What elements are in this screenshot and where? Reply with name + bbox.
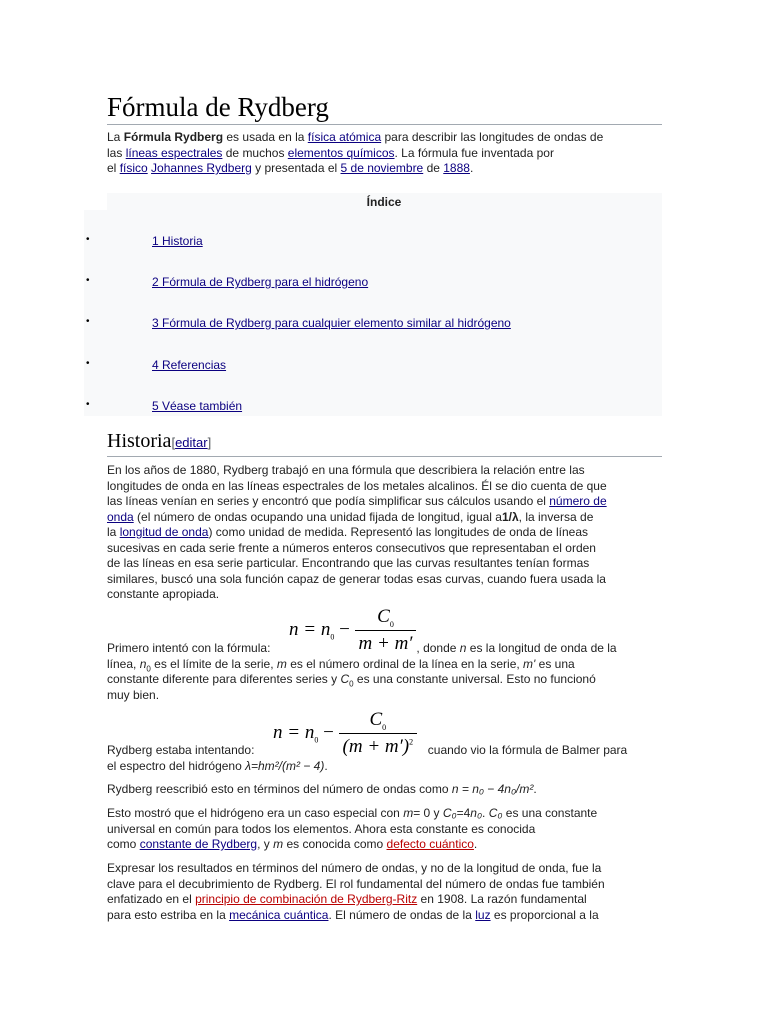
var-m: m	[276, 656, 287, 671]
edit-bracket: [	[171, 435, 176, 450]
var-n: n	[459, 641, 467, 655]
intro-bold-term: Fórmula Rydberg	[123, 130, 224, 144]
formula-minus: −	[318, 721, 339, 743]
intro-text: .	[469, 161, 474, 175]
toc-item	[84, 275, 662, 291]
section-heading-text: Historia	[107, 430, 172, 452]
subscript: 0	[349, 679, 354, 689]
link-lineas-espectrales[interactable]: líneas espectrales	[125, 145, 223, 160]
toc-title: Índice	[366, 195, 402, 209]
toc-link-referencias[interactable]: 4 Referencias	[152, 358, 227, 372]
intro-text: de muchos	[222, 145, 288, 160]
historia-paragraph-5	[107, 806, 662, 853]
bullet-icon: •	[86, 316, 90, 327]
text-line: línea,	[107, 656, 140, 671]
formula-inline: λ=hm²/(m² − 4)	[245, 758, 325, 773]
historia-paragraph-1	[107, 463, 662, 603]
text-line: ) como unidad de medida. Representó las longitudes de onda de líneas	[208, 525, 589, 539]
link-johannes-rydberg[interactable]: Johannes Rydberg	[151, 161, 252, 175]
toc-link-formula-elemento[interactable]: 3 Fórmula de Rydberg para cualquier elemento similar al hidrógeno	[152, 316, 511, 330]
intro-paragraph	[107, 130, 662, 177]
intro-text: el	[107, 161, 120, 175]
var-c0: C₀	[442, 806, 457, 820]
text-line: es una constante	[502, 806, 598, 820]
var-m-prime: m'	[523, 656, 536, 671]
formula-subscript: 0	[314, 735, 319, 745]
text-line: es una	[535, 656, 575, 671]
text-line: .	[533, 782, 537, 796]
formula-subscript: 0	[389, 619, 394, 629]
link-1888[interactable]: 1888	[443, 161, 470, 175]
link-fisica-atomica[interactable]: física atómica	[307, 130, 382, 144]
intro-text: La	[107, 130, 124, 144]
text-line: es el número ordinal de la línea en la serie,	[286, 656, 524, 671]
text-line: en 1908. La razón fundamental	[417, 892, 587, 906]
toc-corner	[84, 193, 107, 210]
formula-den-text: (m + m′)	[342, 736, 410, 757]
toc-item	[84, 316, 662, 332]
text-line: sucesivas en cada serie frente a números enteros consecutivos que representaban el orden	[107, 540, 596, 555]
text-line: cuando vio la fórmula de Balmer para	[424, 743, 628, 757]
text-line: Esto mostró que el hidrógeno era un caso especial con	[107, 806, 404, 820]
page-title: Fórmula de Rydberg	[107, 90, 662, 125]
formula-c: C	[377, 606, 390, 627]
formula-numerator	[339, 709, 418, 734]
text-line: , donde	[416, 641, 460, 655]
link-defecto-cuantico[interactable]: defecto cuántico	[386, 837, 474, 851]
text-line: , y	[257, 837, 274, 851]
var-c0: C₀	[488, 806, 503, 820]
formula-superscript: 2	[409, 737, 414, 747]
text-line: el espectro del hidrógeno	[107, 758, 246, 773]
link-luz[interactable]: luz	[475, 907, 491, 922]
text-line: .	[482, 806, 489, 820]
var-n0: n₀	[470, 806, 483, 820]
formula-subscript: 0	[330, 632, 335, 642]
historia-paragraph-3	[107, 743, 662, 774]
text-line: En los años de 1880, Rydberg trabajó en una fórmula que describiera la relación entre las	[107, 463, 585, 477]
intro-text: de	[423, 161, 444, 175]
link-constante-de-rydberg[interactable]: constante de Rydberg	[139, 837, 258, 851]
var-c: C	[340, 672, 350, 686]
historia-paragraph-6	[107, 861, 662, 923]
edit-bracket: ]	[207, 435, 212, 450]
intro-text: . La fórmula fue inventada por	[394, 145, 554, 160]
bullet-icon: •	[86, 275, 90, 286]
text-line: es el límite de la serie,	[150, 656, 277, 671]
toc-item	[84, 399, 662, 415]
toc-item	[84, 234, 662, 250]
text-line: es una constante universal. Esto no funcionó	[353, 672, 596, 686]
formula-subscript: 0	[382, 722, 387, 732]
link-numero-de-onda[interactable]: número de	[549, 494, 607, 508]
text-line: = 0 y	[413, 806, 443, 820]
text-line: constante diferente para diferentes series y	[107, 672, 341, 686]
intro-text: las	[107, 145, 126, 160]
intro-text: para describir las longitudes de ondas de	[381, 130, 604, 144]
text-line: para esto estriba en la	[107, 907, 230, 922]
formula-numerator	[355, 606, 417, 631]
section-heading-historia	[107, 428, 662, 457]
text-line: de las líneas en esa serie particular. Encontrando que las curvas resultantes tenían formas	[107, 556, 590, 570]
var-m: m	[403, 806, 414, 820]
text-line: es conocida como	[283, 837, 387, 851]
text-line: Rydberg reescribió esto en términos del número de ondas como	[107, 782, 452, 796]
text-line: enfatizado en el	[107, 892, 196, 906]
link-principio-rydberg-ritz[interactable]: principio de combinación de Rydberg-Ritz	[195, 892, 418, 906]
text-line: clave para el decubrimiento de Rydberg. El rol fundamental del número de ondas fue también	[107, 876, 605, 891]
bullet-icon: •	[86, 358, 90, 369]
text-line: longitudes de onda en las líneas espectrales de los metales alcalinos. Él se dio cuenta de que	[107, 478, 607, 493]
text-line: Primero intentó con la fórmula:	[107, 641, 271, 655]
subscript: 0	[146, 663, 151, 673]
text-line: similares, buscó una sola función capaz de generar todas esas curvas, cuando fuera usada la	[107, 571, 606, 586]
text-line: como	[107, 837, 140, 851]
text-line: es la longitud de onda de la	[466, 641, 617, 655]
historia-paragraph-4	[107, 782, 662, 798]
text-line: .	[473, 837, 478, 851]
intro-text: es usada en la	[223, 130, 308, 144]
text-line: constante apropiada.	[107, 587, 220, 601]
text-line: universal en común para todos los elementos. Ahora esta constante es conocida	[107, 821, 536, 836]
historia-paragraph-2	[107, 641, 662, 703]
bullet-icon: •	[86, 399, 90, 410]
link-numero-de-onda[interactable]: onda	[107, 509, 134, 524]
table-of-contents	[84, 193, 662, 416]
text-line: la	[107, 525, 120, 539]
link-longitud-de-onda[interactable]: longitud de onda	[119, 525, 209, 539]
text-line: , la inversa de	[518, 509, 594, 524]
link-mecanica-cuantica[interactable]: mecánica cuántica	[229, 907, 329, 922]
formula-den-text: m + m′	[358, 633, 413, 654]
text-line: =4	[456, 806, 471, 820]
intro-text: y presentada el	[251, 161, 341, 175]
formula-lhs: n = n	[289, 618, 331, 640]
text-line: las líneas venían en series y encontró que podía simplificar sus cálculos usando el	[107, 494, 550, 508]
text-line: es proporcional a la	[490, 907, 599, 922]
var-n: n	[139, 656, 147, 671]
toc-link-vease-tambien[interactable]: 5 Véase también	[152, 399, 243, 413]
link-elementos-quimicos[interactable]: elementos químicos	[287, 145, 395, 160]
edit-link[interactable]: editar	[175, 435, 208, 450]
formula-inline: n = n₀ − 4n₀/m²	[451, 782, 534, 796]
text-line: (el número de ondas ocupando una unidad fijada de longitud, igual a	[133, 509, 502, 524]
text-line: Expresar los resultados en términos del número de ondas, y no de la longitud de onda, fue la	[107, 861, 602, 875]
formula-inline: 1/λ	[501, 509, 519, 524]
toc-item	[84, 358, 662, 374]
text-line: .	[324, 758, 328, 773]
link-fisico[interactable]: físico	[119, 161, 148, 175]
text-line: muy bien.	[107, 687, 160, 702]
formula-lhs: n = n	[273, 721, 315, 743]
toc-link-formula-hidrogeno[interactable]: 2 Fórmula de Rydberg para el hidrógeno	[152, 275, 369, 289]
formula-minus: −	[334, 618, 355, 640]
formula-c: C	[369, 709, 383, 730]
text-line: . El número de ondas de la	[328, 907, 476, 922]
toc-link-historia[interactable]: 1 Historia	[152, 234, 203, 248]
link-5-de-noviembre[interactable]: 5 de noviembre	[340, 161, 424, 175]
text-line: Rydberg estaba intentando:	[107, 743, 255, 757]
var-m: m	[273, 837, 284, 851]
bullet-icon: •	[86, 234, 90, 245]
